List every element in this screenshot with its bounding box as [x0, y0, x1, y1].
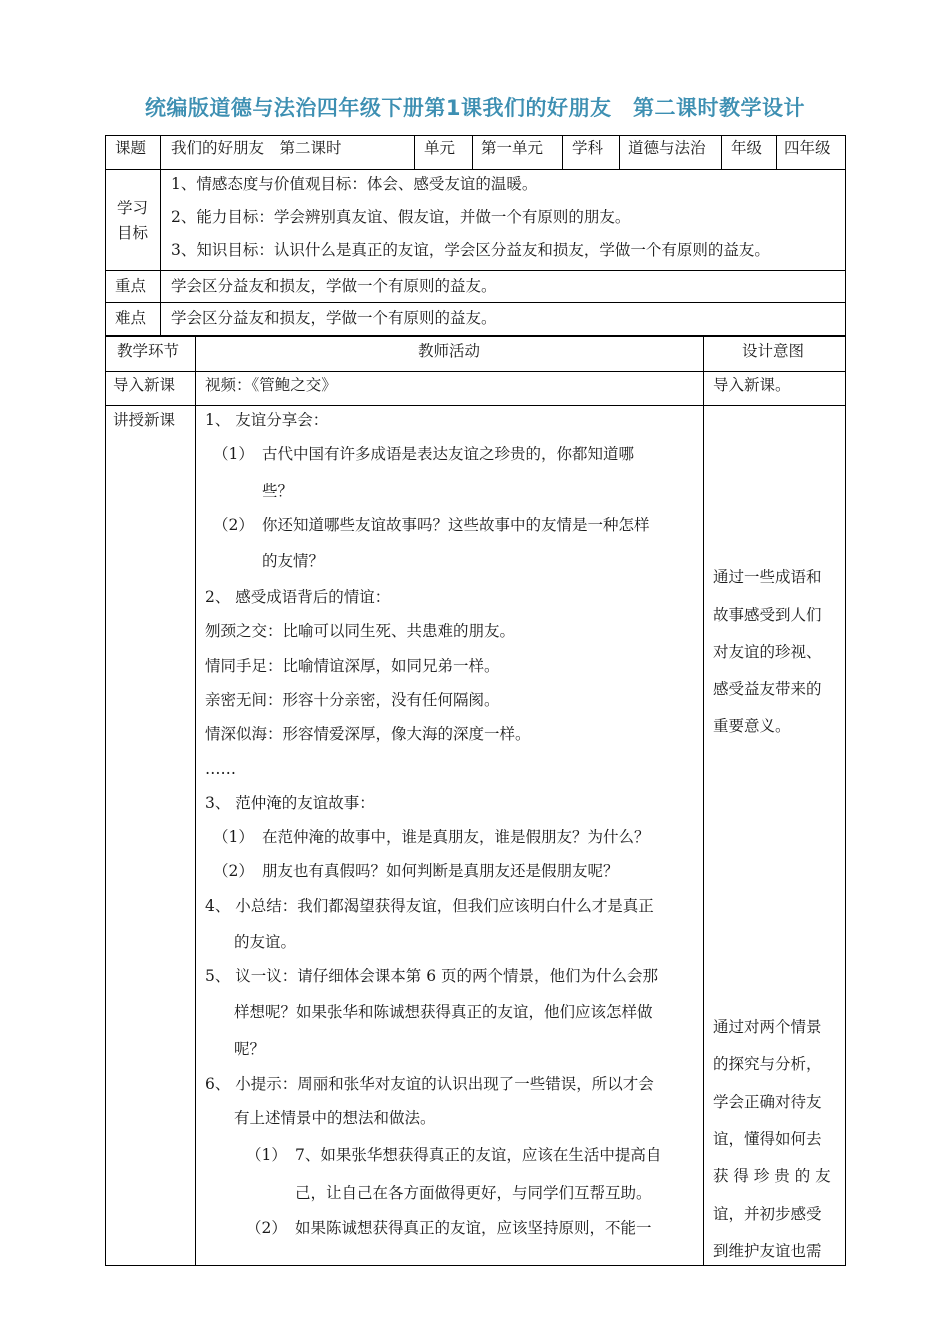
intent-line: 的探究与分析，: [713, 1055, 822, 1073]
activity-line: 你还知道哪些友谊故事吗？这些故事中的友情是一种怎样: [262, 516, 650, 534]
activity-line: 有上述情景中的想法和做法。: [234, 1109, 436, 1127]
document-title: 统编版道德与法治四年级下册第1课我们的好朋友 第二课时教学设计: [144, 96, 806, 120]
intro-activity: 视频：《管鲍之交》: [205, 376, 337, 394]
intent-line: 对友谊的珍视、: [713, 643, 822, 661]
goal-item: 1、情感态度与价值观目标：体会、感受友谊的温暖。: [171, 175, 538, 193]
topic-value: 我们的好朋友 第二课时: [171, 139, 342, 157]
activity-line: （2）: [246, 1219, 287, 1237]
activity-line: 4、 小总结：我们都渴望获得友谊，但我们应该明白什么才是真正: [205, 897, 654, 915]
goals-label-line1: 学习: [117, 199, 149, 217]
activity-line: 5、 议一议：请仔细体会课本第 6 页的两个情景，他们为什么会那: [205, 967, 659, 985]
subject-label: 学科: [572, 139, 604, 157]
header-intent: 设计意图: [742, 342, 805, 360]
activity-line: （1）: [246, 1146, 287, 1164]
header-stage: 教学环节: [117, 342, 180, 360]
activity-line: （2）: [213, 516, 254, 534]
activity-line: （1）: [213, 445, 254, 463]
activity-line: 些？: [262, 482, 294, 500]
key-point-value: 学会区分益友和损友，学做一个有原则的益友。: [171, 277, 497, 295]
lesson-info-table: [105, 135, 846, 336]
activity-line: 6、 小提示：周丽和张华对友谊的认识出现了一些错误，所以才会: [205, 1075, 654, 1093]
activity-line: ……: [205, 760, 236, 778]
key-point-label: 重点: [115, 277, 147, 295]
intent-line: 学会正确对待友: [713, 1093, 822, 1111]
activity-line: 样想呢？如果张华和陈诚想获得真正的友谊，他们应该怎样做: [234, 1003, 653, 1021]
activity-line: 刎颈之交：比喻可以同生死、共患难的朋友。: [205, 622, 516, 640]
activity-line: 3、 范仲淹的友谊故事：: [205, 794, 375, 812]
goal-item: 3、知识目标：认识什么是真正的友谊，学会区分益友和损友，学做一个有原则的益友。: [171, 241, 770, 259]
intent-line: 到维护友谊也需: [713, 1242, 822, 1260]
grade-label: 年级: [731, 139, 763, 157]
activity-line: 古代中国有许多成语是表达友谊之珍贵的，你都知道哪: [262, 445, 635, 463]
difficulty-value: 学会区分益友和损友，学做一个有原则的益友。: [171, 309, 497, 327]
activity-line: 亲密无间：形容十分亲密，没有任何隔阂。: [205, 691, 500, 709]
goal-item: 2、能力目标：学会辨别真友谊、假友谊，并做一个有原则的朋友。: [171, 208, 631, 226]
intent-line: 重要意义。: [713, 717, 791, 735]
intro-stage: 导入新课: [113, 376, 176, 394]
intent-line: 谊，并初步感受: [713, 1205, 822, 1223]
intent-line: 故事感受到人们: [713, 606, 822, 624]
subject-value: 道德与法治: [628, 139, 706, 157]
activity-line: 呢？: [234, 1040, 266, 1058]
grade-value: 四年级: [784, 139, 831, 157]
activity-line: 7、如果张华想获得真正的友谊，应该在生活中提高自: [295, 1146, 662, 1164]
activity-line: 的友谊。: [234, 933, 297, 951]
activity-line: 朋友也有真假吗？如何判断是真朋友还是假朋友呢？: [262, 862, 619, 880]
unit-value: 第一单元: [481, 139, 544, 157]
lesson-stage: 讲授新课: [113, 411, 176, 429]
activity-line: （1）: [213, 828, 254, 846]
intent-line: 感受益友带来的: [713, 680, 822, 698]
activity-line: 1、 友谊分享会：: [205, 411, 329, 429]
activity-line: 情深似海：形容情爱深厚，像大海的深度一样。: [205, 725, 531, 743]
activity-line: 在范仲淹的故事中，谁是真朋友，谁是假朋友？为什么？: [262, 828, 650, 846]
intent-line: 获 得 珍 贵 的 友: [713, 1167, 831, 1185]
goals-label-line2: 目标: [117, 224, 149, 242]
intro-intent: 导入新课。: [713, 376, 791, 394]
activity-line: 情同手足：比喻情谊深厚，如同兄弟一样。: [205, 657, 500, 675]
activity-line: （2）: [213, 862, 254, 880]
intent-line: 通过对两个情景: [713, 1018, 822, 1036]
intent-line: 通过一些成语和: [713, 568, 822, 586]
unit-label: 单元: [424, 139, 456, 157]
intent-line: 谊，懂得如何去: [713, 1130, 822, 1148]
activity-line: 己，让自己在各方面做得更好，与同学们互帮互助。: [295, 1184, 652, 1202]
activity-line: 2、 感受成语背后的情谊：: [205, 588, 391, 606]
activity-line: 如果陈诚想获得真正的友谊，应该坚持原则，不能一: [295, 1219, 652, 1237]
activity-line: 的友情？: [262, 552, 325, 570]
difficulty-label: 难点: [115, 309, 147, 327]
topic-label: 课题: [115, 139, 147, 157]
header-activity: 教师活动: [418, 342, 481, 360]
